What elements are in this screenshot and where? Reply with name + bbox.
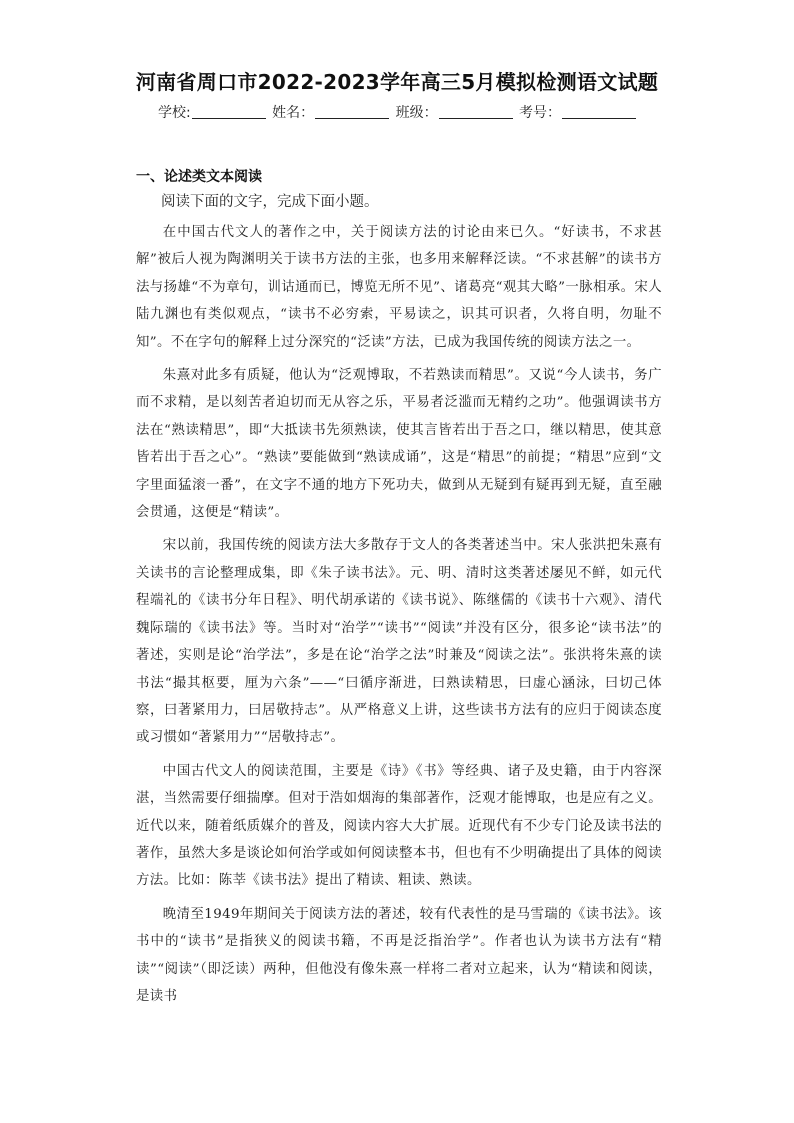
reading-passage	[136, 219, 662, 1016]
school-blank	[192, 104, 266, 119]
name-field	[272, 102, 389, 122]
exam-number-label: 考号：	[519, 105, 562, 121]
page-title: 河南省周口市2022-2023学年高三5月模拟检测语文试题	[135, 70, 659, 94]
name-blank	[315, 104, 389, 119]
student-info-line	[0, 102, 794, 122]
passage-paragraph: 在中国古代文人的著作之中，关于阅读方法的讨论由来已久。“好读书，不求甚解”被后人视为陶渊明关于读书方法的主张，也多用来解释泛读。“不求甚解”的读书方法与扬雄“不为章句，训诂通而已，博览无所不见”、诸葛亮“观其大略”一脉相承。宋人陆九渊也有类似观点，“读书不必穷索，平易读之，识其可识者，久将自明，勿耻不知”。不在字句的解释上过分深究的“泛读”方法，已成为我国传统的阅读方法之一。	[136, 225, 662, 350]
class-blank	[439, 104, 513, 119]
passage-paragraph: 朱熹对此多有质疑，他认为“泛观博取，不若熟读而精思”。又说“今人读书，务广而不求精，是以刻苦者迫切而无从容之乐，平易者泛滥而无精约之功”。他强调读书方法在“熟读精思”，即“大抵读书先须熟读，使其言皆若出于吾之口，继以精思，使其意皆若出于吾之心”。“熟读”要能做到“熟读成诵”，这是“精思”的前提；“精思”应到“文字里面猛滚一番”，在文字不通的地方下死功夫，做到从无疑到有疑再到无疑，直至融会贯通，这便是“精读”。	[136, 368, 662, 521]
reading-instruction: 阅读下面的文字，完成下面小题。	[161, 194, 379, 210]
passage-paragraph: 晚清至1949年期间关于阅读方法的著述，较有代表性的是马雪瑞的《读书法》。该书中的“读书”是指狭义的阅读书籍，不再是泛指治学”。作者也认为读书方法有“精读”“阅读”（即泛读）两种，但他没有像朱熹一样将二者对立起来，认为“精读和阅读，是读书	[136, 906, 662, 1004]
exam-number-field	[519, 102, 636, 122]
school-field	[158, 102, 266, 122]
section-heading: 一、论述类文本阅读	[136, 169, 262, 185]
class-label: 班级：	[395, 105, 438, 121]
exam-number-blank	[562, 104, 636, 119]
class-field	[396, 102, 513, 122]
passage-paragraph: 宋以前，我国传统的阅读方法大多散存于文人的各类著述当中。宋人张洪把朱熹有关读书的言论整理成集，即《朱子读书法》。元、明、清时这类著述屡见不鲜，如元代程端礼的《读书分年日程》、明代胡承诺的《读书说》、陈继儒的《读书十六观》、清代魏际瑞的《读书法》等。当时对“治学”“读书”“阅读”并没有区分，很多论“读书法”的著述，实则是论“治学法”，多是在论“治学之法”时兼及“阅读之法”。张洪将朱熹的读书法“撮其枢要，厘为六条”——“曰循序渐进，曰熟读精思，曰虚心涵泳，曰切己体察，曰著紧用力，曰居敬持志”。从严格意义上讲，这些读书方法有的应归于阅读态度或习惯如“著紧用力”“居敬持志”。	[136, 538, 662, 746]
school-label: 学校:	[157, 105, 191, 121]
name-label: 姓名：	[272, 105, 315, 121]
passage-paragraph: 中国古代文人的阅读范围，主要是《诗》《书》等经典、诸子及史籍，由于内容深湛，当然需要仔细揣摩。但对于浩如烟海的集部著作，泛观才能博取，也是应有之义。近代以来，随着纸质媒介的普及，阅读内容大大扩展。近现代有不少专门论及读书法的著作，虽然大多是谈论如何治学或如何阅读整本书，但也有不少明确提出了具体的阅读方法。比如：陈莘《读书法》提出了精读、粗读、熟读。	[136, 763, 662, 889]
